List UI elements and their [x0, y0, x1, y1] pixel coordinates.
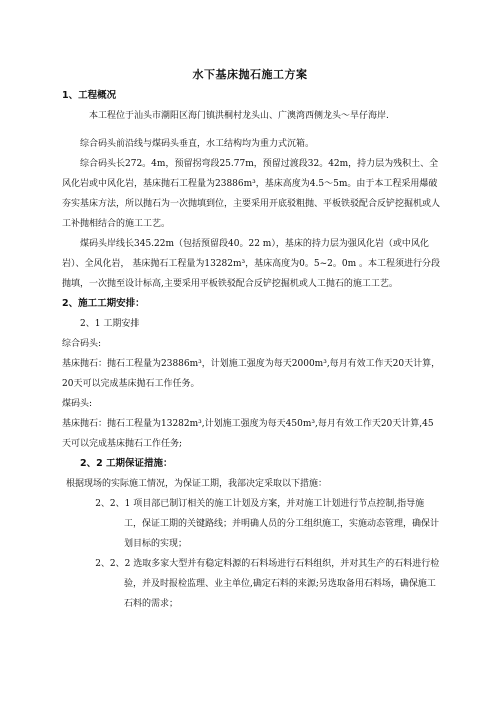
section-1-paragraph-3: 综合码头长272。4m，预留拐弯段25.77m，预留过渡段32。42m，持力层为残积土、全风化岩或中风化岩，基床抛石工程量为23886m³，基床高度为4.5～5m。由于本工程采用爆破夯实基床方法，所以抛石为一次抛填到位，主要采用开底驳粗抛、平板铁驳配合反铲挖掘机或人工补抛相结合的施工工艺。 — [62, 159, 441, 229]
section-2-2-item-2: 2、2、2 选取多家大型并有稳定料源的石料场进行石料组织，并对其生产的石料进行检验，并及时报检监理、业主单位,确定石料的来源;另选取备用石料场，确保施工石料的需求； — [95, 559, 440, 609]
document-body — [62, 86, 442, 614]
section-1-paragraph-1: 本工程位于汕头市潮阳区海门镇洪桐村龙头山、广澳湾西侧龙头～旱仔海岸. — [89, 111, 389, 121]
section-1-heading: 1、工程概况 — [62, 90, 117, 101]
section-1-paragraph-4: 煤码头岸线长345.22m（包括预留段40。22 m），基床的持力层为强风化岩（或中风化岩）、全风化岩， 基床抛石工程量为13282m³，基床高度为0。5~2。0m 。本工程须进行分段抛填，一次抛至设计标高,主要采用平板铁驳配合反铲挖掘机或人工抛石的施工工艺。 — [62, 239, 440, 289]
section-2-1-label-a: 综合码头: — [62, 339, 102, 349]
section-2-2-heading: 2、2 工期保证措施： — [80, 458, 173, 469]
section-2-2-intro: 根据现场的实际施工情况，为保证工期，我部决定采取以下措施： — [66, 479, 328, 489]
section-2-2-item-1: 2、2、1 项目部已制订相关的施工计划及方案，并对施工计划进行节点控制,指导施工，保证工期的关键路线；并明确人员的分工组织施工，实施动态管理，确保计划目标的实现； — [95, 499, 440, 549]
section-2-heading: 2、施工工期安排： — [62, 298, 145, 309]
section-2-1-heading: 2、1 工期安排 — [80, 319, 140, 329]
section-2-1-text-b: 基床抛石：抛石工程量为13282m³,计划施工强度为每天450m³,每月有效工作天20天计算,45天可以完成基床抛石工作任务; — [62, 419, 434, 449]
document-title: 水下基床抛石施工方案 — [192, 68, 308, 81]
section-2-1-label-b: 煤码头: — [62, 399, 93, 409]
section-2-1-text-a: 基床抛石：抛石工程量为23886m³，计划施工强度为每天2000m³,每月有效工作天20天计算，20天可以完成基床抛石工作任务。 — [62, 359, 441, 389]
section-1-paragraph-2: 综合码头前沿线与煤码头垂直，水工结构均为重力式沉箱。 — [80, 139, 315, 149]
